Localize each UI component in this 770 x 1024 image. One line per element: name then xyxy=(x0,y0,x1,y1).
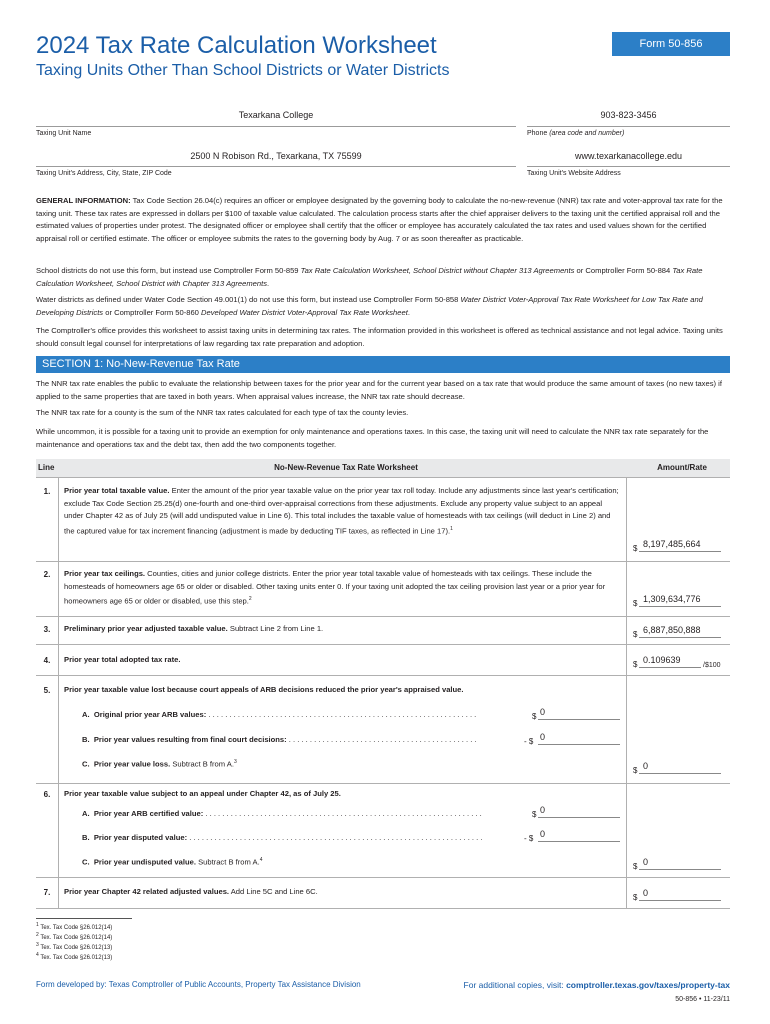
line-4-description: Prior year total adopted tax rate. xyxy=(64,655,181,664)
general-information-paragraph: GENERAL INFORMATION: Tax Code Section 26.04(c) requires an officer or employee designated by the governing body to calculate the no-new-revenue (NNR) tax rate and voter-approval tax rate for the taxing unit. These tax rates are expressed in dollars per $100 of taxable value calculated. The calculation process starts after the chief appraiser delivers to the taxing unit the certified appraisal roll and the estimated values of properties under protest. The designated officer or employee shall certify that the officer or employee has accurately calculated the tax rates and used values shown for the certified appraisal roll or certified estimate. The officer or employee submits the rates to the governing body by Aug. 7 or as soon thereafter as practicable. xyxy=(36,196,723,243)
line-6a-label: A. Prior year ARB certified value: . . . . . . . . . . . . . . . . . . . . . . . . . . . . . . . . . . . . . . . . . . . . . . . . . . . . . . . . . . . . . . . . . . xyxy=(82,809,482,818)
line-number: 7. xyxy=(43,888,51,897)
per-100-unit: /$100 xyxy=(703,662,721,669)
website-line xyxy=(527,166,730,167)
footnote-divider xyxy=(36,918,132,919)
line-5c-label: C. Prior year value loss. Subtract B from A.$^3$ xyxy=(82,759,237,769)
address-line xyxy=(36,166,516,167)
line-1-amount[interactable]: $ 8,197,485,664 xyxy=(633,535,723,553)
address-label: Taxing Unit's Address, City, State, ZIP Code xyxy=(36,170,172,177)
section-1-paragraph-1: The NNR tax rate enables the public to evaluate the relationship between taxes for the prior year and for the current year based on a tax rate that would produce the same amount of taxes (no new taxes) if applied to the same properties that are taxed in both years. When appraisal values increase, the NNR tax rate should decrease. xyxy=(36,379,722,401)
line-number: 1. xyxy=(43,487,51,496)
footer-additional-copies: For additional copies, visit: comptroller.texas.gov/taxes/property-tax xyxy=(463,980,730,990)
footnote-4: $^4$ Tex. Tax Code §26.012(13) xyxy=(36,952,113,961)
col-line-header: Line xyxy=(38,463,55,472)
website-label: Taxing Unit's Website Address xyxy=(527,170,621,177)
line-5c-amount[interactable]: $ 0 xyxy=(633,757,723,775)
row-divider xyxy=(36,908,730,909)
column-divider xyxy=(58,477,59,908)
address-value[interactable]: 2500 N Robison Rd., Texarkana, TX 75599 xyxy=(190,151,362,161)
line-number: 6. xyxy=(43,790,51,799)
phone-line xyxy=(527,126,730,127)
line-6c-amount[interactable]: $ 0 xyxy=(633,853,723,871)
line-5-description: Prior year taxable value lost because court appeals of ARB decisions reduced the prior year's appraised value. xyxy=(64,685,464,694)
col-amount-header: Amount/Rate xyxy=(657,463,707,472)
footnote-3: $^3$ Tex. Tax Code §26.012(13) xyxy=(36,942,113,951)
taxing-unit-name-value[interactable]: Texarkana College xyxy=(238,110,314,120)
form-revision: 50-856 • 11-23/11 xyxy=(675,996,730,1003)
line-5b-label: B. Prior year values resulting from final court decisions: . . . . . . . . . . . . . . . . . . . . . . . . . . . . . . . . . . . . . . . . . . . . . xyxy=(82,735,477,744)
line-6b-amount[interactable]: - $ 0 xyxy=(524,827,622,843)
col-title-header: No-New-Revenue Tax Rate Worksheet xyxy=(274,463,418,472)
line-number: 3. xyxy=(43,625,51,634)
form-number-badge: Form 50-856 xyxy=(612,32,730,56)
taxing-unit-name-label: Taxing Unit Name xyxy=(36,130,92,137)
page-subtitle: Taxing Units Other Than School Districts or Water Districts xyxy=(36,62,450,79)
line-number: 5. xyxy=(43,686,51,695)
line-7-amount[interactable]: $ 0 xyxy=(633,884,723,902)
line-5a-amount[interactable]: $ 0 xyxy=(524,705,622,721)
section-1-paragraph-2: The NNR tax rate for a county is the sum of the NNR tax rates calculated for each type of tax the county levies. xyxy=(36,408,409,417)
comptroller-link[interactable]: comptroller.texas.gov/taxes/property-tax xyxy=(566,980,730,990)
line-number: 4. xyxy=(43,656,51,665)
line-2-amount[interactable]: $ 1,309,634,776 xyxy=(633,590,723,608)
line-7-description: Prior year Chapter 42 related adjusted values. Add Line 5C and Line 6C. xyxy=(64,887,318,896)
line-4-amount[interactable]: $ 0.109639 /$100 xyxy=(633,655,721,669)
phone-value[interactable]: 903-823-3456 xyxy=(600,110,657,120)
line-3-amount[interactable]: $ 6,887,850,888 xyxy=(633,621,723,639)
website-value[interactable]: www.texarkanacollege.edu xyxy=(574,151,683,161)
line-2-description: Prior year tax ceilings. Counties, cities and junior college districts. Enter the prior year total taxable value of homesteads with tax ceilings. These include the homesteads of homeowners age 65 or older or disabled. Other taxing units enter 0. If your taxing unit adopted the tax ceiling provision last year or a prior year for homeowners age 65 or older or disabled, use this step.$^2$ xyxy=(64,569,606,606)
line-6c-label: C. Prior year undisputed value. Subtract B from A.$^4$ xyxy=(82,857,263,867)
footnote-1: $^1$ Tex. Tax Code §26.012(14) xyxy=(36,922,113,931)
line-6-description: Prior year taxable value subject to an appeal under Chapter 42, as of July 25. xyxy=(64,789,341,798)
line-number: 2. xyxy=(43,570,51,579)
page-title: 2024 Tax Rate Calculation Worksheet xyxy=(36,32,437,59)
school-districts-paragraph: School districts do not use this form, but instead use Comptroller Form 50-859 Tax Rate Calculation Worksheet, School District without Chapter 313 Agreements or Comptroller Form 50-884 Tax Rate Calculation Worksheet, School District with Chapter 313 Agreements. xyxy=(36,266,703,288)
footnote-2: $^2$ Tex. Tax Code §26.012(14) xyxy=(36,932,113,941)
line-5b-amount[interactable]: - $ 0 xyxy=(524,730,622,746)
line-5a-label: A. Original prior year ARB values: . . . . . . . . . . . . . . . . . . . . . . . . . . . . . . . . . . . . . . . . . . . . . . . . . . . . . . . . . . . . . . . . xyxy=(82,710,477,719)
line-6a-amount[interactable]: $ 0 xyxy=(524,803,622,819)
line-3-description: Preliminary prior year adjusted taxable value. Subtract Line 2 from Line 1. xyxy=(64,624,324,633)
taxing-unit-name-line xyxy=(36,126,516,127)
footer-developed-by: Form developed by: Texas Comptroller of Public Accounts, Property Tax Assistance Division xyxy=(36,980,361,989)
phone-label: Phone (area code and number) xyxy=(527,130,625,137)
worksheet-table-header xyxy=(36,459,730,477)
column-divider xyxy=(626,477,627,908)
line-6b-label: B. Prior year disputed value: . . . . . . . . . . . . . . . . . . . . . . . . . . . . . . . . . . . . . . . . . . . . . . . . . . . . . . . . . . . . . . . . . . . . . . xyxy=(82,833,483,842)
section-1-header: SECTION 1: No-New-Revenue Tax Rate xyxy=(36,356,730,373)
line-1-description: Prior year total taxable value. Enter the amount of the prior year taxable value on the prior year tax roll today. Include any adjustments since last year's certification; exclude Tax Code Section 25.25(d) one-fourth and one-third over-appraisal corrections from these adjustments. Exclude any property value subject to an appeal under Chapter 42 as of July 25 (will add undisputed value in Line 6). This total includes the taxable value of homesteads with tax ceilings (will deduct in Line 2) and the captured value for tax increment financing (adjustment is made by deducting TIF taxes, as reflected in Line 17).$^1$ xyxy=(64,486,619,536)
comptroller-paragraph: The Comptroller's office provides this worksheet to assist taxing units in determining tax rates. The information provided in this worksheet is offered as technical assistance and not legal advice. Taxing units should consult legal counsel for interpretations of law regarding tax rate preparation and adoption. xyxy=(36,326,723,348)
section-1-paragraph-3: While uncommon, it is possible for a taxing unit to provide an exemption for only maintenance and operations taxes. In this case, the taxing unit will need to calculate the NNR tax rate separately for the maintenance and operations tax and the debt tax, then add the two components together. xyxy=(36,427,709,449)
water-districts-paragraph: Water districts as defined under Water Code Section 49.001(1) do not use this form, but instead use Comptroller Form 50-858 Water District Voter-Approval Tax Rate Worksheet for Low Tax Rate and Developing Districts or Comptroller Form 50-860 Developed Water District Voter-Approval Tax Rate Worksheet. xyxy=(36,295,703,317)
